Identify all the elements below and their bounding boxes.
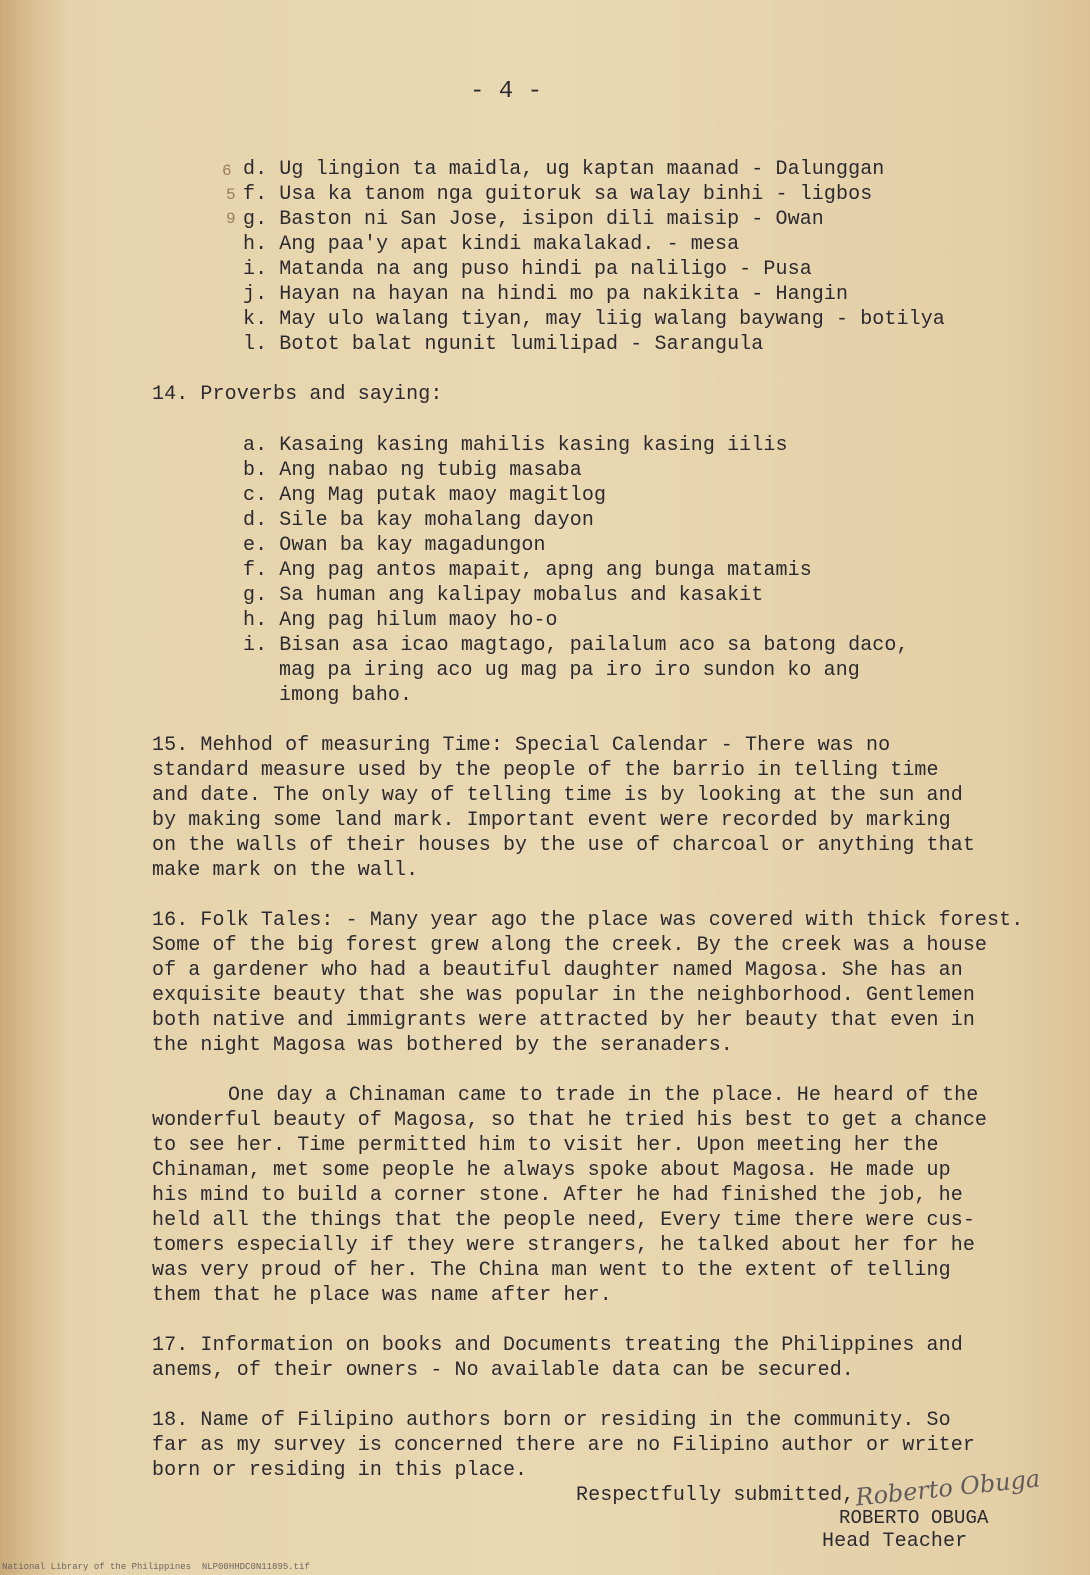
proverb-continuation: mag pa iring aco ug mag pa iro iro sundon ko ang (279, 659, 860, 682)
section-17-line: 17. Information on books and Documents treating the Philippines and (152, 1334, 963, 1357)
section-18-line: far as my survey is concerned there are no Filipino author or writer (152, 1434, 975, 1457)
proverb-continuation: imong baho. (279, 684, 413, 707)
riddle-item: j. Hayan na hayan na hindi mo pa nakikita - Hangin (243, 283, 849, 306)
margin-mark: 9 (226, 210, 236, 228)
proverb-item: b. Ang nabao ng tubig masaba (243, 459, 582, 482)
section-18-line: born or residing in this place. (152, 1459, 528, 1482)
section-16-paragraph-line: was very proud of her. The China man went to the extent of telling (152, 1259, 951, 1282)
section-16-paragraph-line: Chinaman, met some people he always spoke about Magosa. He made up (152, 1159, 951, 1182)
proverb-item: a. Kasaing kasing mahilis kasing kasing iilis (243, 434, 788, 457)
section-16-paragraph-line: tomers especially if they were strangers, he talked about her for he (152, 1234, 975, 1257)
section-15-line: make mark on the wall. (152, 859, 419, 882)
riddle-item: i. Matanda na ang puso hindi pa naliligo - Pusa (243, 258, 812, 281)
proverb-item: f. Ang pag antos mapait, apng ang bunga matamis (243, 559, 812, 582)
margin-mark: 6 (222, 162, 232, 180)
section-16-paragraph-line: to see her. Time permitted him to visit her. Upon meeting her the (152, 1134, 939, 1157)
riddle-item: g. Baston ni San Jose, isipon dili maisip - Owan (243, 208, 824, 231)
handwritten-signature: Roberto Obuga (854, 1464, 1042, 1512)
author-title: Head Teacher (822, 1530, 968, 1553)
section-15-line: by making some land mark. Important event were recorded by marking (152, 809, 951, 832)
page-number: - 4 - (470, 78, 543, 105)
section-16-paragraph-line: wonderful beauty of Magosa, so that he tried his best to get a chance (152, 1109, 988, 1132)
section-15-line: standard measure used by the people of the barrio in telling time (152, 759, 939, 782)
section-16-line: exquisite beauty that she was popular in the neighborhood. Gentlemen (152, 984, 975, 1007)
proverb-item: e. Owan ba kay magadungon (243, 534, 546, 557)
section-15-line: on the walls of their houses by the use of charcoal or anything that (152, 834, 975, 857)
section-16-paragraph-line: held all the things that the people need, Every time there were cus- (152, 1209, 975, 1232)
proverb-item: i. Bisan asa icao magtago, pailalum aco sa batong daco, (243, 634, 909, 657)
section-15-line: 15. Mehhod of measuring Time: Special Calendar - There was no (152, 734, 891, 757)
riddle-item: l. Botot balat ngunit lumilipad - Sarangula (243, 333, 764, 356)
section-14-heading: 14. Proverbs and saying: (152, 383, 443, 406)
section-16-line: of a gardener who had a beautiful daughter named Magosa. She has an (152, 959, 963, 982)
proverb-item: d. Sile ba kay mohalang dayon (243, 509, 594, 532)
archive-footer: National Library of the Philippines NLP00HHDC0N11895.tif (2, 1562, 310, 1572)
section-16-line: 16. Folk Tales: - Many year ago the place was covered with thick forest. (152, 909, 1024, 932)
riddle-item: h. Ang paa'y apat kindi makalakad. - mesa (243, 233, 740, 256)
riddle-item: d. Ug lingion ta maidla, ug kaptan maanad - Dalunggan (243, 158, 885, 181)
author-name: ROBERTO OBUGA (839, 1507, 989, 1529)
section-16-paragraph-line: his mind to build a corner stone. After he had finished the job, he (152, 1184, 963, 1207)
section-16-line: the night Magosa was bothered by the seranaders. (152, 1034, 733, 1057)
section-16-line: Some of the big forest grew along the creek. By the creek was a house (152, 934, 988, 957)
riddle-item: k. May ulo walang tiyan, may liig walang baywang - botilya (243, 308, 945, 331)
closing-submitted: Respectfully submitted, (576, 1484, 855, 1507)
section-16-line: both native and immigrants were attracted by her beauty that even in (152, 1009, 975, 1032)
proverb-item: g. Sa human ang kalipay mobalus and kasakit (243, 584, 764, 607)
proverb-item: h. Ang pag hilum maoy ho-o (243, 609, 558, 632)
section-15-line: and date. The only way of telling time is by looking at the sun and (152, 784, 963, 807)
section-16-paragraph-line: One day a Chinaman came to trade in the place. He heard of the (228, 1084, 979, 1107)
section-18-line: 18. Name of Filipino authors born or residing in the community. So (152, 1409, 951, 1432)
proverb-item: c. Ang Mag putak maoy magitlog (243, 484, 607, 507)
section-16-paragraph-line: them that he place was name after her. (152, 1284, 612, 1307)
riddle-item: f. Usa ka tanom nga guitoruk sa walay binhi - ligbos (243, 183, 873, 206)
section-17-line: anems, of their owners - No available data can be secured. (152, 1359, 854, 1382)
margin-mark: 5 (226, 186, 236, 204)
